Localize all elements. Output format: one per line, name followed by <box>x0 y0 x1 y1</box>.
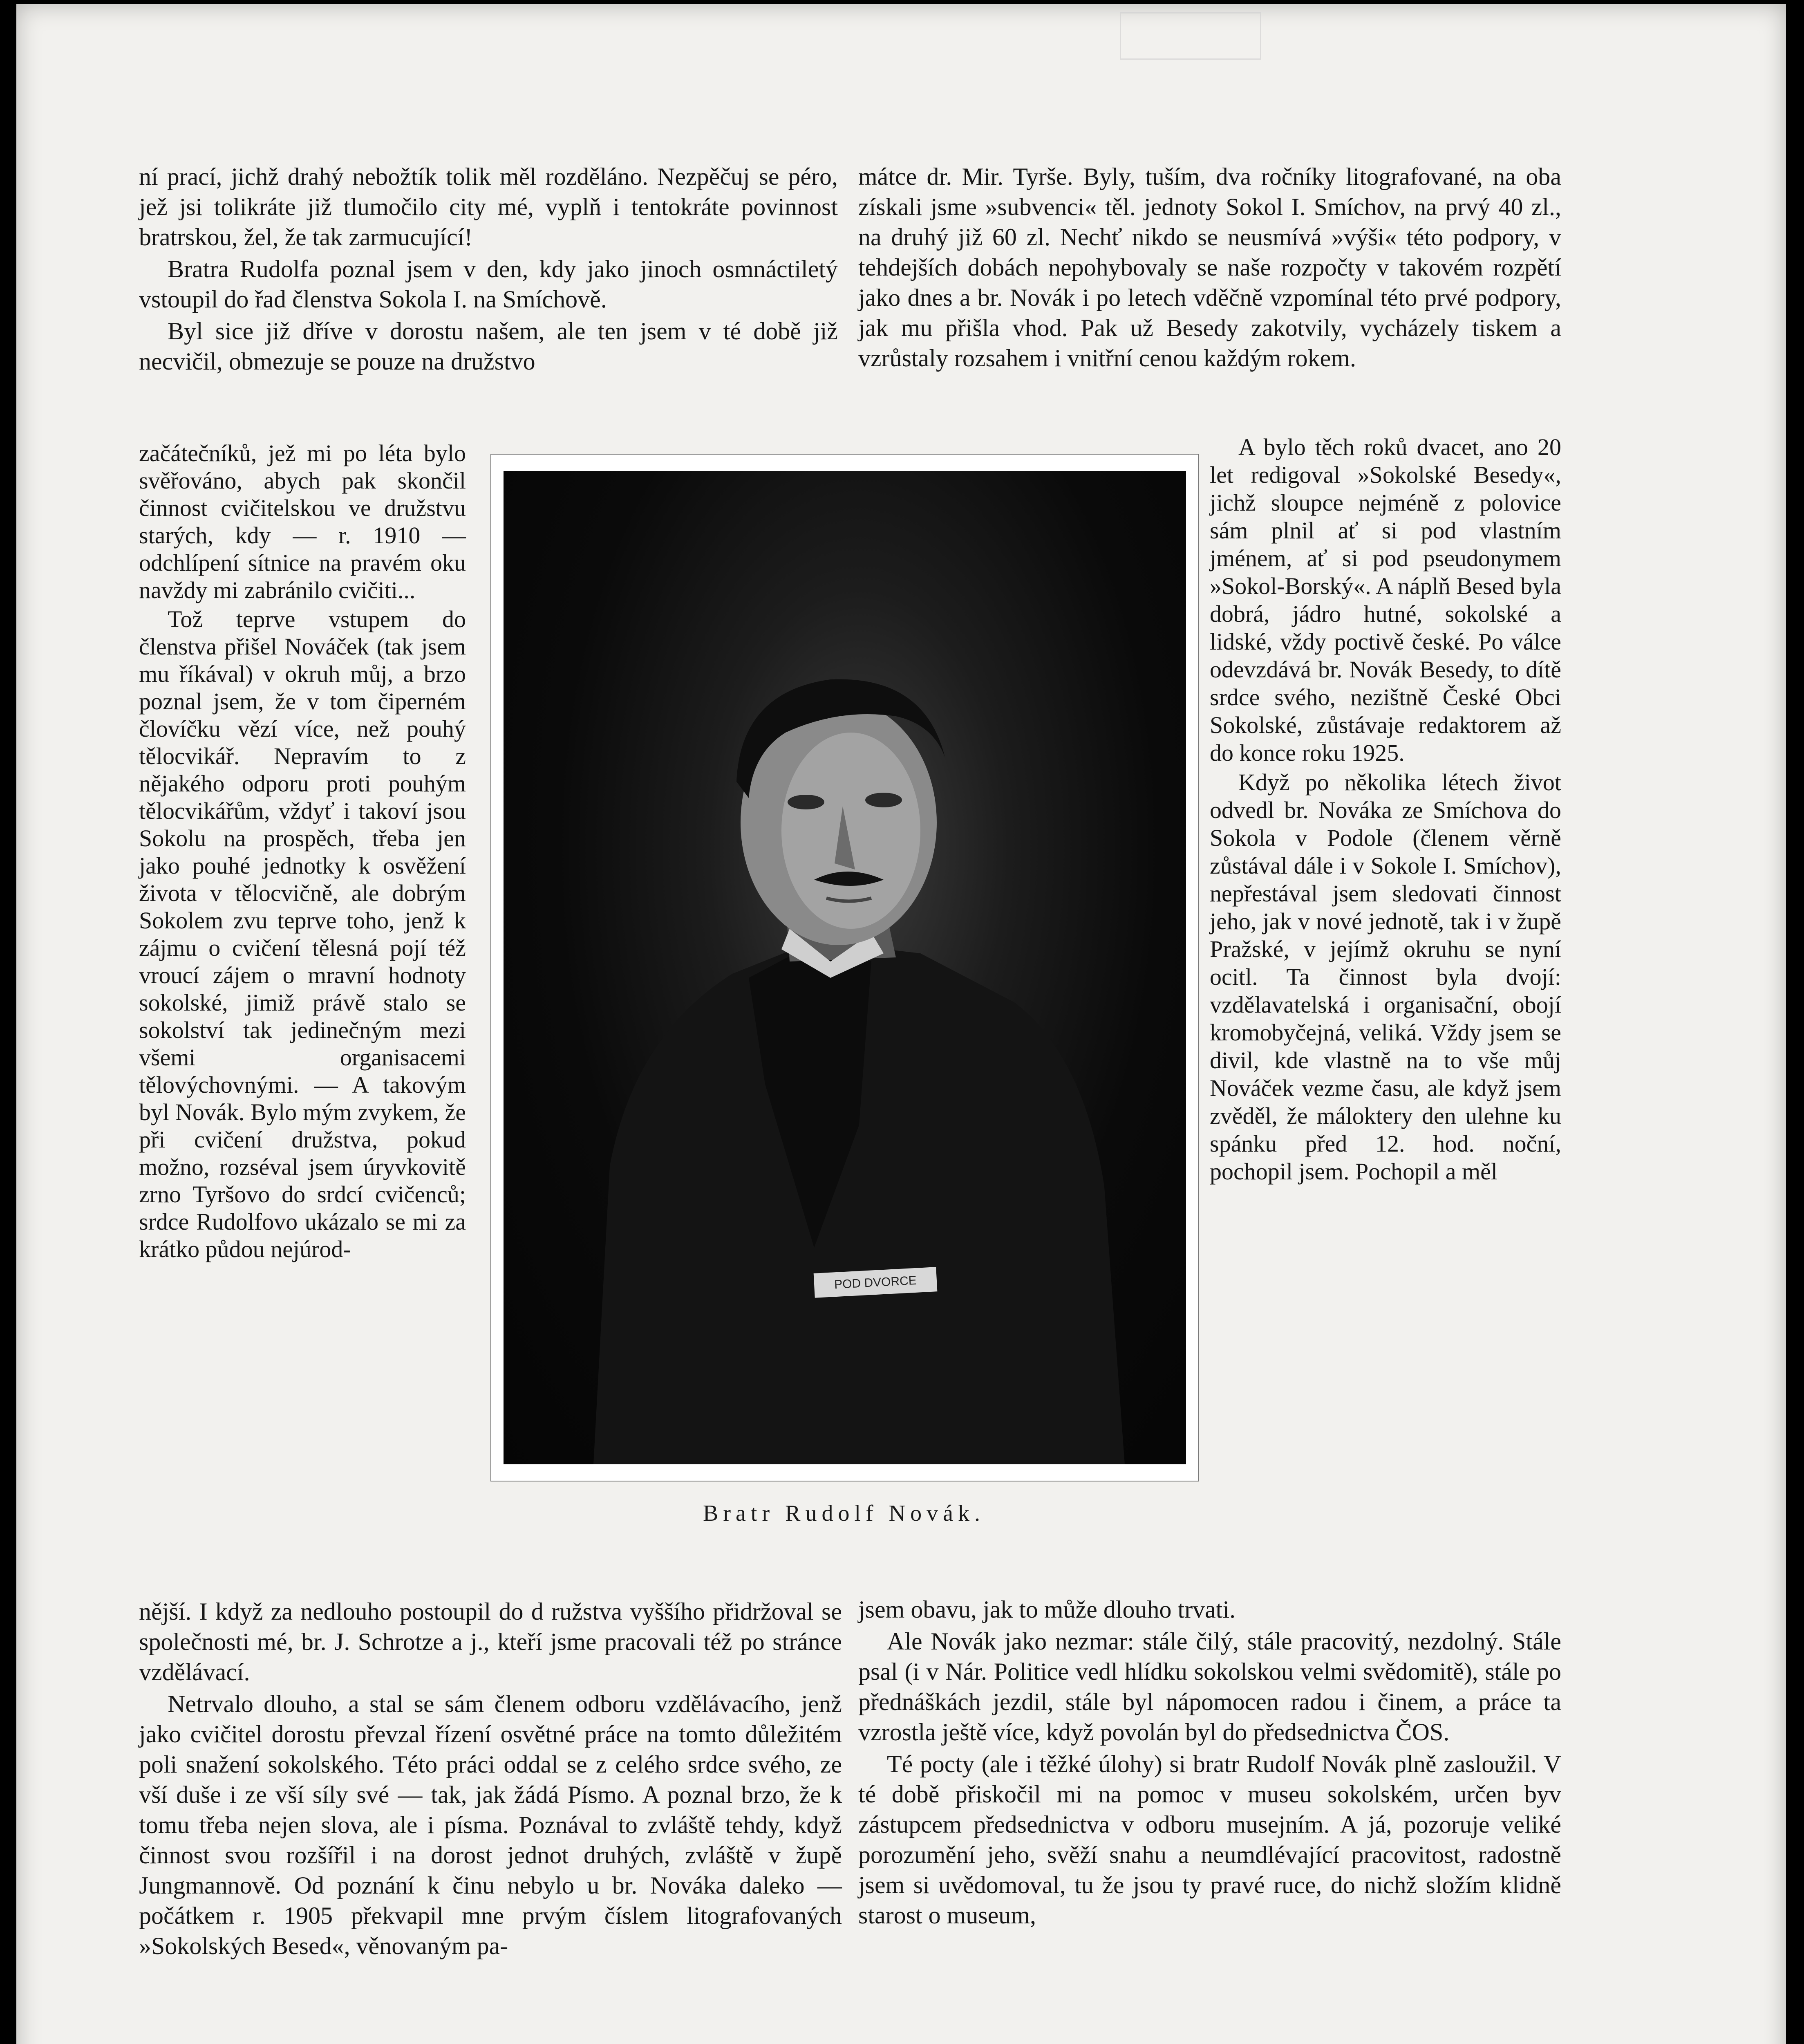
portrait-frame <box>490 454 1199 1481</box>
right-column-narrow <box>1210 433 1561 1186</box>
photo-caption: Bratr Rudolf Novák. <box>703 1501 985 1526</box>
left-column-narrow <box>139 439 466 1263</box>
paragraph: Když po několika létech život odvedl br. Nováka ze Smíchova do Sokola v Podole (členem věrně zůstával dále i v Sokole I. Smíchov), nepřestával jsem sledovati činnost jeho, jak v nové jednotě, tak i v župě Pražské, v jejímž okruhu se nyní ocitl. Ta činnost byla dvojí: vzdělavatelská i organisační, obojí kromobyčejná, veliká. Vždy jsem se divil, kde vlastně na to vše můj Nováček vezme času, ale když jsem zvěděl, že máloktery den ulehne ku spánku před 12. hod. noční, pochopil jsem. Pochopil a měl <box>1210 769 1561 1185</box>
paragraph: Ale Novák jako nezmar: stále čilý, stále pracovitý, nezdolný. Stále psal (i v Nár. Politice vedl hlídku sokolskou velmi svědomitě), stále po přednáškách jezdil, stále byl nápomocen radou i činem, a práce ta vzrostla ještě více, když povolán byl do předsednictva ČOS. <box>858 1628 1561 1746</box>
paragraph: mátce dr. Mir. Tyrše. Byly, tuším, dva ročníky litografované, na oba získali jsme »subvenci« těl. jednoty Sokol I. Smíchov, na prvý 40 zl., na druhý již 60 zl. Nechť nikdo se neusmívá »výši« této podpory, v tehdejších dobách nepohybovaly se naše rozpočty v takovém rozpětí jako dnes a br. Novák i po letech vděčně vzpomínal této prvé podpory, jak mu přišla vhod. Pak už Besedy zakotvily, vycházely tiskem a vzrůstaly rozsahem i vnitřní cenou každým rokem. <box>858 163 1561 372</box>
archive-stamp <box>1120 12 1261 60</box>
portrait-photo <box>504 471 1186 1464</box>
paragraph: A bylo těch roků dvacet, ano 20 let redigoval »Sokolské Besedy«, jichž sloupce nejméně z polovice sám plnil ať si pod vlastním jménem, ať si pod pseudonymem »Sokol-Borský«. A náplň Besed byla dobrá, jádro hutné, sokolské a lidské, vždy poctivě české. Po válce odevzdává br. Novák Besedy, to dítě srdce svého, nezištně České Obci Sokolské, zůstávaje redaktorem až do konce roku 1925. <box>1210 434 1561 766</box>
paragraph: Netrvalo dlouho, a stal se sám členem odboru vzdělávacího, jenž jako cvičitel dorostu převzal řízení osvětné práce na tomto důležitém poli snažení sokolského. Této práci oddal se z celého srdce svého, ze vší duše i ze vší síly své — tak, jak žádá Písmo. A poznal brzo, že k tomu třeba nejen slova, ale i písma. Poznával to zvláště tehdy, když činnost svou rozšířil i na dorost jednot druhých, zvláště v župě Jungmannově. Od poznání k činu nebylo u br. Nováka daleko — počátkem r. 1905 překvapil mne prvým číslem litografovaných »Sokolských Besed«, věnovaným pa- <box>139 1690 842 1959</box>
right-column-top <box>858 161 1561 373</box>
paragraph: jsem obavu, jak to může dlouho trvati. <box>858 1596 1236 1623</box>
paragraph: začátečníků, jež mi po léta bylo svěřováno, abych pak skončil činnost cvičitelskou ve družstvu starých, kdy — r. 1910 — odchlípení sítnice na pravém oku navždy mi zabránilo cvičiti... <box>139 440 466 603</box>
paragraph: Bratra Rudolfa poznal jsem v den, kdy jako jinoch osmnáctiletý vstoupil do řad členstva Sokola I. na Smíchově. <box>139 256 838 313</box>
left-column-top <box>139 161 838 377</box>
paragraph: Té pocty (ale i těžké úlohy) si bratr Rudolf Novák plně zasloužil. V té době přiskočil mi na pomoc v museu sokolském, určen byv zástupcem předsednictva v odboru musejním. A já, pozoruje veliké porozumění jeho, svěží snahu a neumdlévající pracovitost, radostně jsem si uvědomoval, tu že jsou ty pravé ruce, do nichž složím klidně starost o museum, <box>858 1750 1561 1929</box>
paragraph: nější. I když za nedlouho postoupil do d ružstva vyššího přidržoval se společnosti mé, br. J. Schrotze a j., kteří jsme pracovali též po stránce vzdělávací. <box>139 1598 842 1685</box>
portrait-illustration <box>504 471 1186 1464</box>
page <box>16 4 1786 2044</box>
paragraph: Tož teprve vstupem do členstva přišel Nováček (tak jsem mu říkával) v okruh můj, a brzo poznal jsem, že v tom čiperném človíčku vězí více, než pouhý tělocvikář. Nepravím to z nějakého odporu proti pouhým tělocvikářům, vždyť i takoví jsou Sokolu na prospěch, třeba jen jako pouhé jednotky k osvěžení života v tělocvičně, ale dobrým Sokolem zvu teprve toho, jenž k zájmu o cvičení tělesná pojí též vroucí zájem o mravní hodnoty sokolské, jimiž právě stalo se sokolství tak jedinečným mezi všemi organisacemi tělovýchovnými. — A takovým byl Novák. Bylo mým zvykem, že při cvičení družstva, pokud možno, rozséval jsem úryvkovitě zrno Tyršovo do srdcí cvičenců; srdce Rudolfovo ukázalo se mi za krátko půdou nejúrod- <box>139 606 466 1262</box>
right-column-bottom <box>858 1594 1561 1930</box>
left-column-bottom <box>139 1596 842 1961</box>
paragraph: Byl sice již dříve v dorostu našem, ale ten jsem v té době již necvičil, obmezuje se pouze na družstvo <box>139 318 838 375</box>
badge-text: POD DVORCE <box>834 1273 917 1292</box>
paragraph: ní prací, jichž drahý nebožtík tolik měl rozděláno. Nezpěčuj se péro, jež jsi tolikráte již tlumočilo city mé, vyplň i tentokráte povinnost bratrskou, žel, že tak zarmucující! <box>139 163 838 251</box>
